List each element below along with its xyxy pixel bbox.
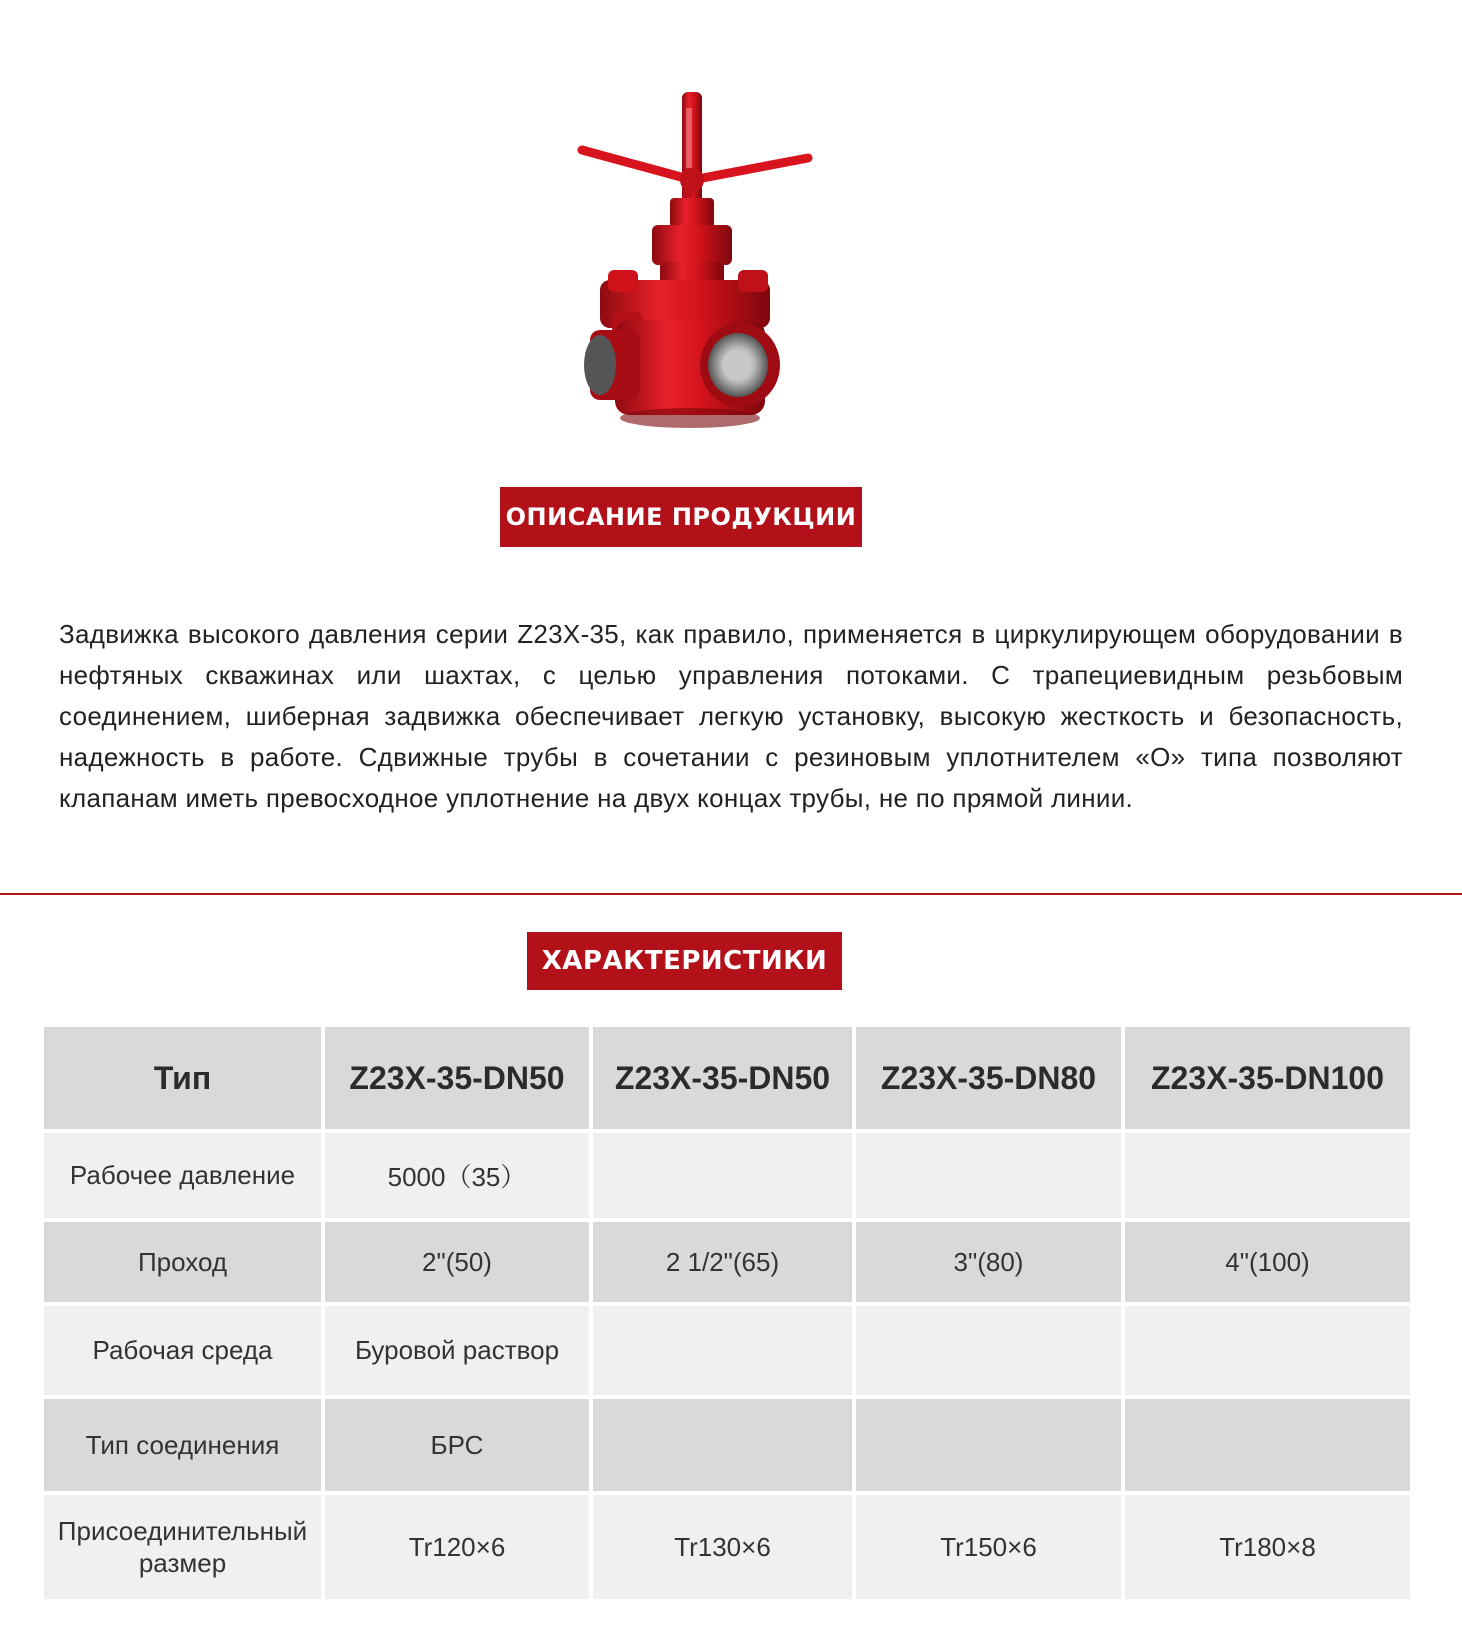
row-label: Рабочее давление	[44, 1133, 321, 1218]
table-cell: 2"(50)	[325, 1222, 589, 1302]
table-cell: БРС	[325, 1399, 589, 1491]
table-cell	[1125, 1306, 1410, 1395]
table-cell	[856, 1306, 1121, 1395]
table-cell: 4"(100)	[1125, 1222, 1410, 1302]
table-row	[44, 1495, 1410, 1599]
specs-table	[40, 1023, 1414, 1603]
table-cell	[1125, 1399, 1410, 1491]
table-header-cell: Z23X-35-DN100	[1125, 1027, 1410, 1129]
table-cell: Буровой раствор	[325, 1306, 589, 1395]
gate-valve-image	[560, 80, 830, 435]
table-cell: 2 1/2"(65)	[593, 1222, 852, 1302]
section-divider	[0, 893, 1462, 895]
table-cell	[1125, 1133, 1410, 1218]
section-title-specs: ХАРАКТЕРИСТИКИ	[527, 932, 842, 990]
product-description: Задвижка высокого давления серии Z23X-35, как правило, применяется в циркулирующем оборудовании в нефтяных скважинах или шахтах, с целью управления потоками. С трапециевидным резьбовым соединением, шиберная задвижка обеспечивает легкую установку, высокую жесткость и безопасность, надежность в работе. Сдвижные трубы в сочетании с резиновым уплотнителем «О» типа позволяют клапанам иметь превосходное уплотнение на двух концах трубы, не по прямой линии.	[59, 619, 1403, 813]
table-cell: 3"(80)	[856, 1222, 1121, 1302]
table-header-cell: Z23X-35-DN50	[325, 1027, 589, 1129]
table-cell: Tr150×6	[856, 1495, 1121, 1599]
table-row	[44, 1306, 1410, 1395]
table-cell	[593, 1133, 852, 1218]
table-header-row	[44, 1027, 1410, 1129]
table-cell: Tr130×6	[593, 1495, 852, 1599]
table-header-cell: Z23X-35-DN80	[856, 1027, 1121, 1129]
row-label: Рабочая среда	[44, 1306, 321, 1395]
table-cell	[593, 1399, 852, 1491]
table-cell: Tr180×8	[1125, 1495, 1410, 1599]
table-header-cell: Тип	[44, 1027, 321, 1129]
table-cell	[856, 1133, 1121, 1218]
row-label: Тип соединения	[44, 1399, 321, 1491]
row-label: Присоединительный размер	[44, 1495, 321, 1599]
table-row	[44, 1222, 1410, 1302]
section-title-description: ОПИСАНИЕ ПРОДУКЦИИ	[500, 487, 862, 547]
table-row	[44, 1399, 1410, 1491]
table-cell: 5000（35）	[325, 1133, 589, 1218]
table-header-cell: Z23X-35-DN50	[593, 1027, 852, 1129]
table-row	[44, 1133, 1410, 1218]
table-cell	[593, 1306, 852, 1395]
table-cell	[856, 1399, 1121, 1491]
table-cell: Tr120×6	[325, 1495, 589, 1599]
row-label: Проход	[44, 1222, 321, 1302]
